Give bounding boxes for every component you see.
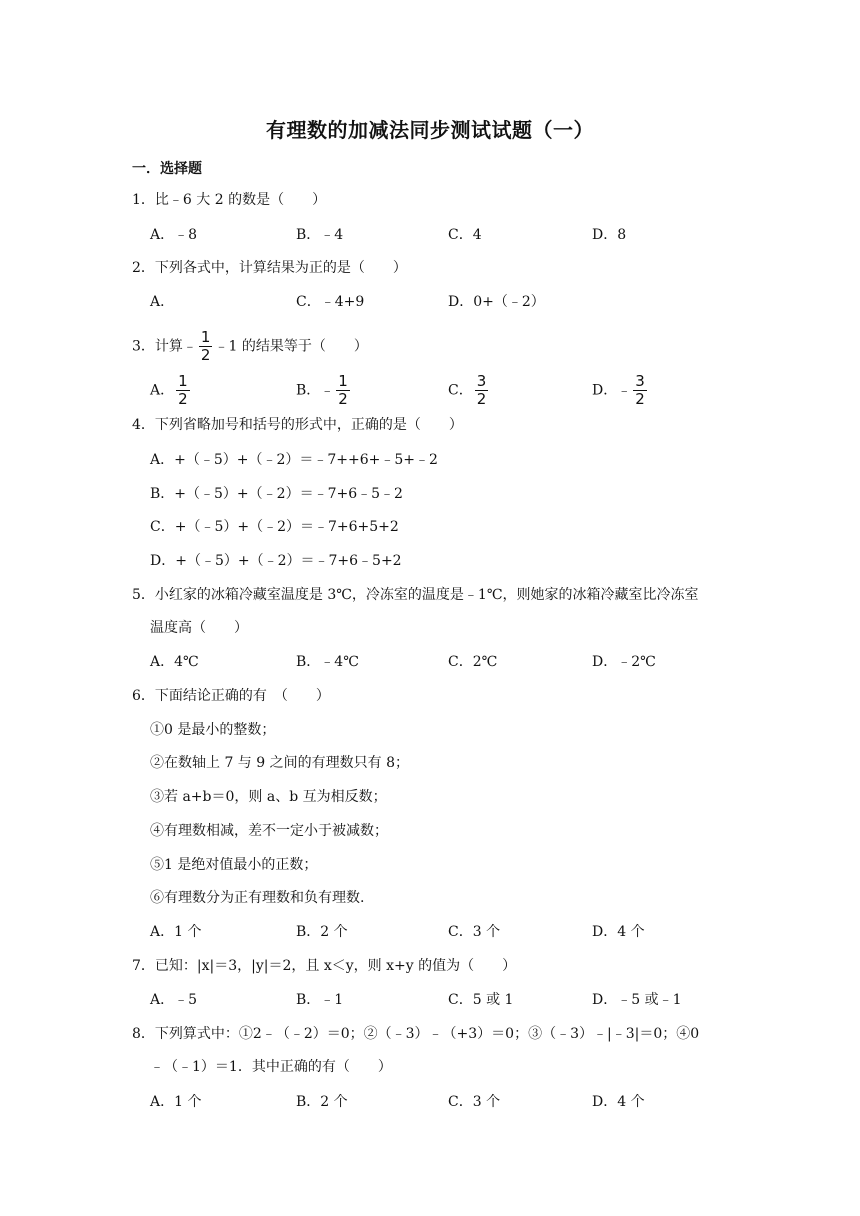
question-6-option-d: D．4 个 [592, 924, 645, 940]
question-3-option-c: C． $\frac{3}{2}$ [448, 372, 487, 408]
question-6-item-1: ①0 是最小的整数； [150, 722, 276, 738]
question-2-option-c: C．﹣4+9 [296, 294, 365, 310]
question-1-option-a: A．﹣8 [150, 227, 198, 243]
question-8-option-b: B．2 个 [296, 1094, 348, 1110]
question-3-option-d: D．﹣ $\frac{3}{2}$ [592, 372, 645, 408]
question-2-option-a: A． [150, 294, 175, 310]
question-2-stem: 2．下列各式中，计算结果为正的是（ ） [132, 260, 407, 276]
question-6-option-a: A．1 个 [150, 924, 202, 940]
question-7-option-a: A．﹣5 [150, 992, 198, 1008]
question-1-option-d: D．8 [592, 227, 627, 243]
question-1-option-b: B．﹣4 [296, 227, 344, 243]
question-8-option-d: D．4 个 [592, 1094, 645, 1110]
question-4-option-c: C．+（﹣5）+（﹣2）＝﹣7+6+5+2 [150, 519, 399, 535]
question-6-item-6: ⑥有理数分为正有理数和负有理数. [150, 890, 365, 906]
question-8-stem: 8．下列算式中：①2﹣（﹣2）＝0；②（﹣3）﹣（+3）＝0；③（﹣3）﹣|﹣3|＝0；④0 [132, 1026, 700, 1042]
question-5-option-b: B．﹣4℃ [296, 654, 359, 670]
question-5-option-d: D．﹣2℃ [592, 654, 656, 670]
question-8-option-a: A．1 个 [150, 1094, 202, 1110]
question-2-option-d: D．0+（﹣2） [448, 294, 545, 310]
question-1-option-c: C．4 [448, 227, 482, 243]
question-6-stem: 6．下面结论正确的有 （ ） [132, 688, 330, 704]
question-1-stem: 1．比﹣6 大 2 的数是（ ） [132, 192, 327, 208]
question-5-stem-cont: 温度高（ ） [150, 620, 248, 636]
question-3-fraction [199, 330, 213, 363]
question-8-stem-cont: ﹣（﹣1）＝1．其中正确的有（ ） [150, 1059, 392, 1075]
option-fraction: $\frac{3}{2}$ [635, 372, 645, 408]
question-7-option-b: B．﹣1 [296, 992, 344, 1008]
option-fraction: $\frac{1}{2}$ [178, 372, 188, 408]
question-7-option-d: D．﹣5 或﹣1 [592, 992, 682, 1008]
fraction-numerator: 1 [200, 328, 211, 346]
question-6-option-c: C．3 个 [448, 924, 501, 940]
question-5-option-a: A．4℃ [150, 654, 199, 670]
question-4-option-b: B．+（﹣5）+（﹣2）＝﹣7+6﹣5﹣2 [150, 486, 403, 502]
question-8-option-c: C．3 个 [448, 1094, 501, 1110]
question-6-item-2: ②在数轴上 7 与 9 之间的有理数只有 8； [150, 755, 409, 771]
question-6-option-b: B．2 个 [296, 924, 348, 940]
question-6-item-4: ④有理数相减，差不一定小于被减数； [150, 823, 388, 839]
question-4-stem: 4．下列省略加号和括号的形式中，正确的是（ ） [132, 417, 463, 433]
question-6-item-5: ⑤1 是绝对值最小的正数； [150, 857, 318, 873]
page-title: 有理数的加减法同步测试试题（一） [266, 118, 594, 142]
question-7-stem: 7．已知：|x|＝3，|y|＝2，且 x＜y，则 x+y 的值为（ ） [132, 958, 517, 974]
question-3-option-b: B．﹣ $\frac{1}{2}$ [296, 372, 348, 408]
question-5-option-c: C．2℃ [448, 654, 498, 670]
section-heading: 一．选择题 [132, 161, 202, 177]
question-3-option-a: A． $\frac{1}{2}$ [150, 372, 188, 408]
question-5-stem: 5．小红家的冰箱冷藏室温度是 3℃，冷冻室的温度是﹣1℃，则她家的冰箱冷藏室比冷冻室 [132, 587, 699, 603]
question-3-stem-prefix: 3．计算﹣ [132, 338, 197, 355]
option-fraction: $\frac{3}{2}$ [476, 372, 487, 408]
question-6-item-3: ③若 a+b＝0，则 a、b 互为相反数； [150, 789, 387, 805]
option-fraction: $\frac{1}{2}$ [338, 372, 348, 408]
fraction-denominator: 2 [200, 346, 211, 364]
question-3-stem [132, 330, 368, 363]
question-4-option-a: A．+（﹣5）+（﹣2）＝﹣7++6+﹣5+﹣2 [150, 452, 438, 468]
question-3-stem-suffix: ﹣1 的结果等于（ ） [214, 338, 368, 355]
question-4-option-d: D．+（﹣5）+（﹣2）＝﹣7+6﹣5+2 [150, 553, 402, 569]
question-7-option-c: C．5 或 1 [448, 992, 514, 1008]
